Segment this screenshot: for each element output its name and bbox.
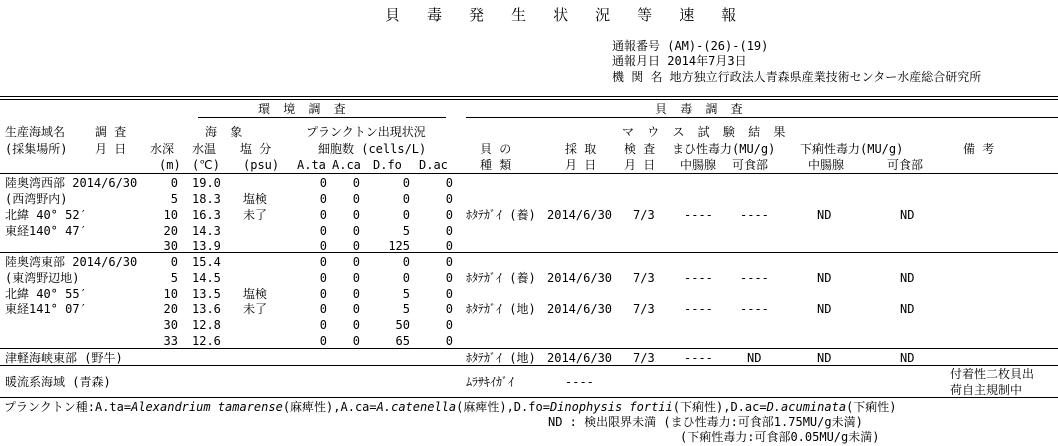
dfo-cell: 0 [402,255,410,269]
note-text: (麻痺性),A.ca= [282,400,377,414]
aca-cell: 0 [352,208,360,222]
aca-cell: 0 [352,192,360,206]
sea-header: 海 象 [205,125,246,139]
dac-header: D.ac [419,158,448,172]
psp-edible: ---- [740,271,769,285]
survey-subheader: 月 日 [95,142,127,156]
collect-date: 2014/6/30 [547,271,613,285]
aca-header: A.ca [332,158,361,172]
depth-cell: 0 [170,176,178,190]
psp-gut-header: 中腸腺 [680,158,717,172]
nd-note-2: (下痢性毒力:可食部0.05MU/g未満) [680,430,880,444]
note-text: (下痢性),D.ac= [672,400,767,414]
dsp-edible: ND [900,208,915,222]
aca-cell: 0 [352,334,360,348]
species-name: Dinophysis fortii [549,400,673,414]
dsp-gut: ND [817,302,832,316]
site-area-line: 東経141° 07′ [5,302,87,316]
dsp-edible: ND [900,351,915,365]
ata-cell: 0 [319,302,327,316]
site-area-line: (東湾野辺地) [5,271,80,285]
dsp-gut: ND [817,271,832,285]
dfo-cell: 0 [402,176,410,190]
ata-cell: 0 [319,255,327,269]
temp-cell: 13.9 [192,239,221,253]
shell-type: ﾎﾀﾃｶﾞｲ (地) [466,351,536,365]
salinity-note: 未了 [243,208,268,222]
aca-cell: 0 [352,239,360,253]
rule-toxin [466,117,1058,118]
dac-cell: 0 [445,302,453,316]
depth-cell: 30 [163,239,178,253]
psp-header: まひ性毒力(MU/g) [672,142,776,156]
salinity-note: 塩検 [243,192,268,206]
tsugaru-area: 津軽海峡東部 (野牛) [5,351,123,365]
depth-cell: 5 [170,271,178,285]
ata-cell: 0 [319,192,327,206]
dfo-cell: 5 [402,224,410,238]
dac-cell: 0 [445,192,453,206]
temp-cell: 12.6 [192,334,221,348]
site-area-line: 陸奥湾西部 2014/6/30 [5,176,138,190]
test-date: 7/3 [633,208,655,222]
species-name: Alexandrium tamarense [131,400,283,414]
rule-top [0,96,1058,97]
dsp-edible-header: 可食部 [887,158,924,172]
area-header: 生産海域名 [5,125,66,139]
collect-header: 採 取 [565,142,597,156]
rule-bottom [0,397,1058,398]
aca-cell: 0 [352,287,360,301]
ata-cell: 0 [319,176,327,190]
site-area-line: 陸奥湾東部 2014/6/30 [5,255,138,269]
temp-cell: 14.3 [192,224,221,238]
depth-cell: 5 [170,192,178,206]
dfo-header: D.fo [373,158,402,172]
collect-date: 2014/6/30 [547,351,613,365]
depth-cell: 30 [163,318,178,332]
temp-cell: 12.8 [192,318,221,332]
dfo-cell: 65 [395,334,410,348]
note-text: プランクトン種:A.ta= [4,400,132,414]
remark-line: 付着性二枚貝出 [950,367,1035,381]
plankton-header: プランクトン出現状況 [306,125,426,139]
dfo-cell: 5 [402,302,410,316]
psp-gut: ---- [684,351,713,365]
aca-cell: 0 [352,318,360,332]
note-text: (麻痺性),D.fo= [456,400,550,414]
ata-cell: 0 [319,208,327,222]
ata-cell: 0 [319,224,327,238]
temp-header: 水温 [192,142,217,156]
species-name: D.acuminata [766,400,847,414]
depth-cell: 33 [163,334,178,348]
dac-cell: 0 [445,224,453,238]
salinity-header: 塩 分 [240,142,272,156]
dac-cell: 0 [445,318,453,332]
collect-date: 2014/6/30 [547,302,613,316]
survey-header: 調 査 [95,125,127,139]
dsp-edible: ND [900,271,915,285]
collect-subheader: 月 日 [565,158,597,172]
rule-site2 [0,348,1058,349]
site-area-line: 北緯 40° 52′ [5,208,87,222]
depth-unit: (m) [159,158,181,172]
dsp-header: 下痢性毒力(MU/g) [800,142,904,156]
toxin-survey-header: 貝 毒 調 査 [655,102,746,116]
shell-type: ﾑﾗｻｷｲｶﾞｲ [466,375,515,389]
dfo-cell: 5 [402,287,410,301]
temp-cell: 14.5 [192,271,221,285]
shell-type: ﾎﾀﾃｶﾞｲ (養) [466,271,536,285]
aca-cell: 0 [352,224,360,238]
test-date: 7/3 [633,351,655,365]
warm-area: 暖流系海域 (青森) [5,375,111,389]
aca-cell: 0 [352,302,360,316]
temp-unit: (℃) [192,158,220,172]
report-number: 通報番号 (AM)-(26)-(19) [612,39,769,53]
psp-edible: ---- [740,208,769,222]
remark-line: 荷自主規制中 [950,383,1023,397]
rule-top-double [0,99,1058,100]
dac-cell: 0 [445,176,453,190]
salinity-note: 未了 [243,302,268,316]
env-survey-header: 環 境 調 査 [258,102,349,116]
depth-cell: 20 [163,302,178,316]
test-date: 7/3 [633,271,655,285]
ata-cell: 0 [319,334,327,348]
psp-gut: ---- [684,208,713,222]
dfo-cell: 50 [395,318,410,332]
shell-subheader: 種 類 [480,158,512,172]
test-date: 7/3 [633,302,655,316]
depth-cell: 10 [163,287,178,301]
agency-name: 機 関 名 地方独立行政法人青森県産業技術センター水産総合研究所 [612,70,982,84]
site-area-line: (西湾野内) [5,192,68,206]
temp-cell: 16.3 [192,208,221,222]
psp-gut: ---- [684,302,713,316]
dfo-cell: 0 [402,192,410,206]
aca-cell: 0 [352,271,360,285]
shell-type: ﾎﾀﾃｶﾞｲ (地) [466,302,536,316]
remarks-header: 備 考 [963,142,995,156]
species-name: A.catenella [376,400,457,414]
temp-cell: 19.0 [192,176,221,190]
temp-cell: 18.3 [192,192,221,206]
depth-cell: 10 [163,208,178,222]
rule-site1 [0,252,1058,253]
site-area-line: 東経140° 47′ [5,224,87,238]
shell-header: 貝 の [480,142,512,156]
salinity-unit: (psu) [243,158,280,172]
dsp-gut-header: 中腸腺 [808,158,845,172]
temp-cell: 13.5 [192,287,221,301]
psp-gut: ---- [684,271,713,285]
depth-cell: 20 [163,224,178,238]
dac-cell: 0 [445,255,453,269]
cells-header: 細胞数 (cells/L) [318,142,427,156]
nd-note: ND : 検出限界未満 (まひ性毒力:可食部1.75MU/g未満) [548,415,863,429]
dac-cell: 0 [445,287,453,301]
test-date-subheader: 月 日 [624,158,656,172]
depth-cell: 0 [170,255,178,269]
aca-cell: 0 [352,176,360,190]
dfo-cell: 0 [402,271,410,285]
psp-edible-header: 可食部 [732,158,769,172]
dfo-cell: 125 [388,239,410,253]
aca-cell: 0 [352,255,360,269]
document-title: 貝 毒 発 生 状 況 等 速 報 [385,6,746,24]
plankton-species-note [4,401,897,413]
salinity-note: 塩検 [243,287,268,301]
ata-cell: 0 [319,287,327,301]
collect-date: ---- [565,375,594,389]
dac-cell: 0 [445,239,453,253]
dsp-gut: ND [817,351,832,365]
dsp-gut: ND [817,208,832,222]
ata-cell: 0 [319,271,327,285]
dac-cell: 0 [445,271,453,285]
test-date-header: 検 査 [624,142,656,156]
dsp-edible: ND [900,302,915,316]
collect-date: 2014/6/30 [547,208,613,222]
ata-cell: 0 [319,239,327,253]
mouse-test-header: マ ウ ス 試 験 結 果 [622,125,789,139]
dfo-cell: 0 [402,208,410,222]
dac-cell: 0 [445,208,453,222]
dac-cell: 0 [445,334,453,348]
psp-edible: ND [747,351,762,365]
report-date: 通報月日 2014年7月3日 [612,54,747,68]
temp-cell: 13.6 [192,302,221,316]
area-subheader: (採集場所) [5,142,68,156]
note-text: (下痢性) [846,400,897,414]
rule-env [198,117,446,118]
temp-cell: 15.4 [192,255,221,269]
site-area-line: 北緯 40° 55′ [5,287,87,301]
ata-header: A.ta [297,158,326,172]
rule-header-bottom [0,173,1058,174]
shell-type: ﾎﾀﾃｶﾞｲ (養) [466,208,536,222]
depth-header: 水深 [150,142,175,156]
rule-tsugaru [0,365,1058,366]
ata-cell: 0 [319,318,327,332]
psp-edible: ---- [740,302,769,316]
